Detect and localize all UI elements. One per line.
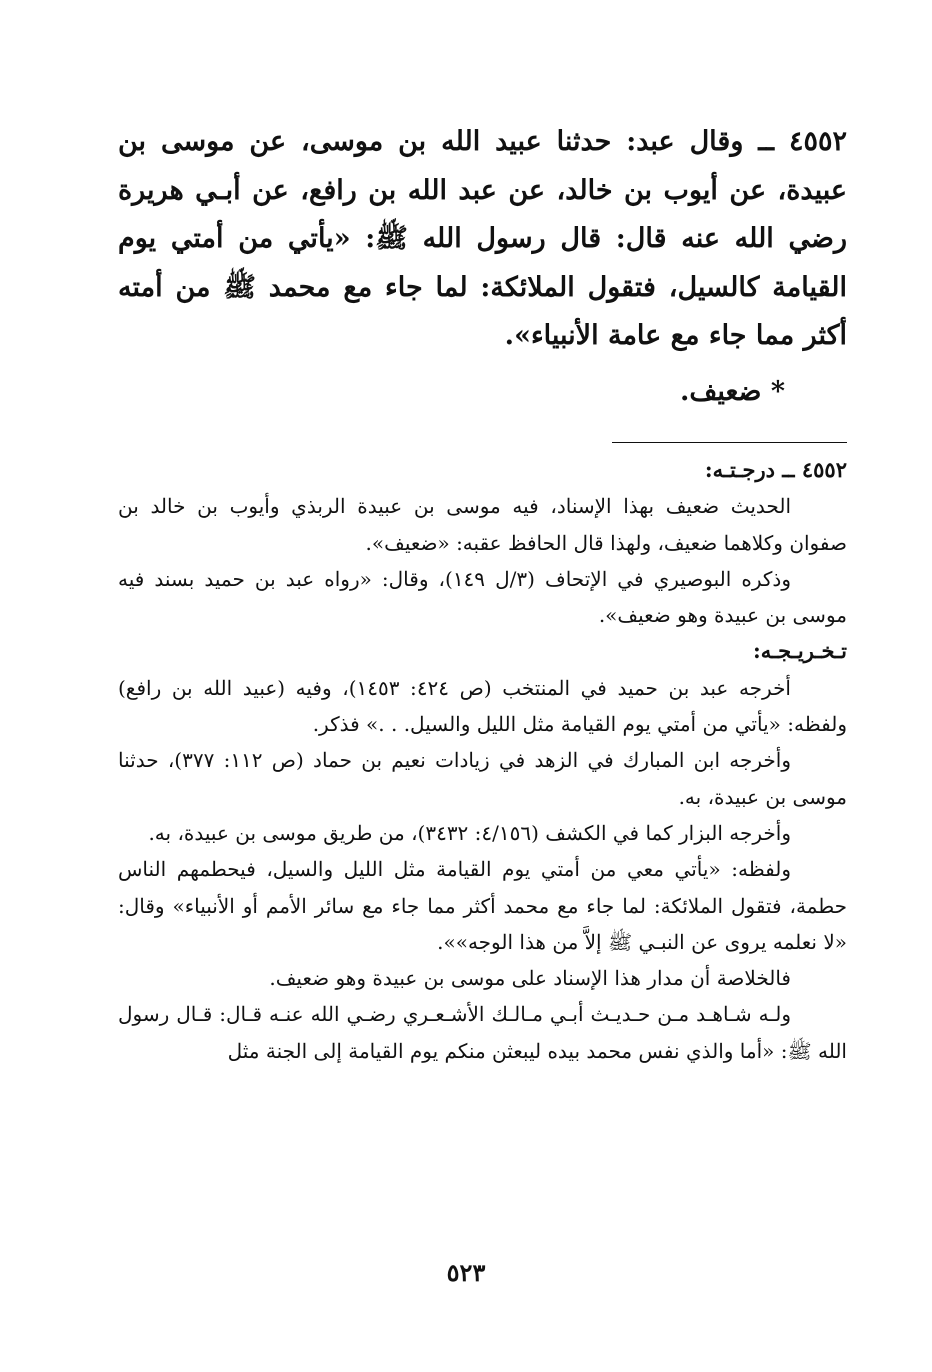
takhrij-heading: تـخـريـجـه: xyxy=(752,638,847,664)
footnotes xyxy=(118,452,847,1069)
page-number: ٥٢٣ xyxy=(446,1258,486,1287)
takhrij-paragraph: وأخرجه البزار كما في الكشف (٤/١٥٦: ٣٤٣٢)، من طريق موسى بن عبيدة، به. xyxy=(148,820,791,845)
hadith-verdict: * ضعيف. xyxy=(680,376,785,407)
hadith-text: ٤٥٥٢ ــ وقال عبد: حدثنا عبيد الله بن موسى، عن موسى بن عبيدة، عن أيوب بن خالد، عن عبد الله بن رافع، عن أبـي هريرة رضي الله عنه قال: قال رسول الله ﷺ: «يأتي من أمتي يوم القيامة كالسيل، فتقول الملائكة: لما جاء مع محمد ﷺ من أمته أكثر مما جاء مع عامة الأنبياء». xyxy=(118,126,847,351)
takhrij-paragraph: ولفظه: «يأتي معي من أمتي يوم القيامة مثل الليل والسيل، فيحطمهم الناس حطمة، فتقول الملائكة: لما جاء مع محمد أكثر مما جاء مع سائر الأمم أو الأنبياء» وقال: «لا نعلمه يروى عن النبـي ﷺ إلاَّ من هذا الوجه»». xyxy=(118,857,848,954)
grade-paragraph: الحديث ضعيف بهذا الإسناد، فيه موسى بن عبيدة الربذي وأيوب بن خالد بن صفوان وكلاهما ضعيف، ولهذا قال الحافظ عقبه: «ضعيف». xyxy=(118,494,847,555)
takhrij-paragraph: فالخلاصة أن مدار هذا الإسناد على موسى بن عبيدة وهو ضعيف. xyxy=(269,966,791,991)
grade-paragraph: وذكره البوصيري في الإتحاف (٣/ل ١٤٩)، وقال: «رواه عبد بن حميد بسند فيه موسى بن عبيدة وهو ضعيف». xyxy=(118,566,847,628)
grade-heading: ٤٥٥٢ ــ درجـتـه: xyxy=(704,457,847,482)
footnote-separator xyxy=(612,442,847,443)
takhrij-paragraph: وأخرجه ابن المبارك في الزهد في زيادات نعيم بن حماد (ص ١١٢: ٣٧٧)، حدثنا موسى بن عبيدة، به. xyxy=(118,748,847,809)
takhrij-paragraph: أخرجه عبد بن حميد في المنتخب (ص ٤٢٤: ١٤٥٣)، وفيه (عبيد الله بن رافع) ولفظه: «يأتي من أمتي يوم القيامة مثل الليل والسيل. . .» فذكر. xyxy=(118,675,847,737)
takhrij-paragraph: ولـه شـاهـد مـن حـديـث أبـي مـالـك الأشـعـري رضـي الله عنـه قـال: قـال رسول الله ﷺ: «أما والذي نفس محمد بيده ليبعثن منكم يوم القيامة إلى الجنة مثل xyxy=(118,1002,847,1063)
